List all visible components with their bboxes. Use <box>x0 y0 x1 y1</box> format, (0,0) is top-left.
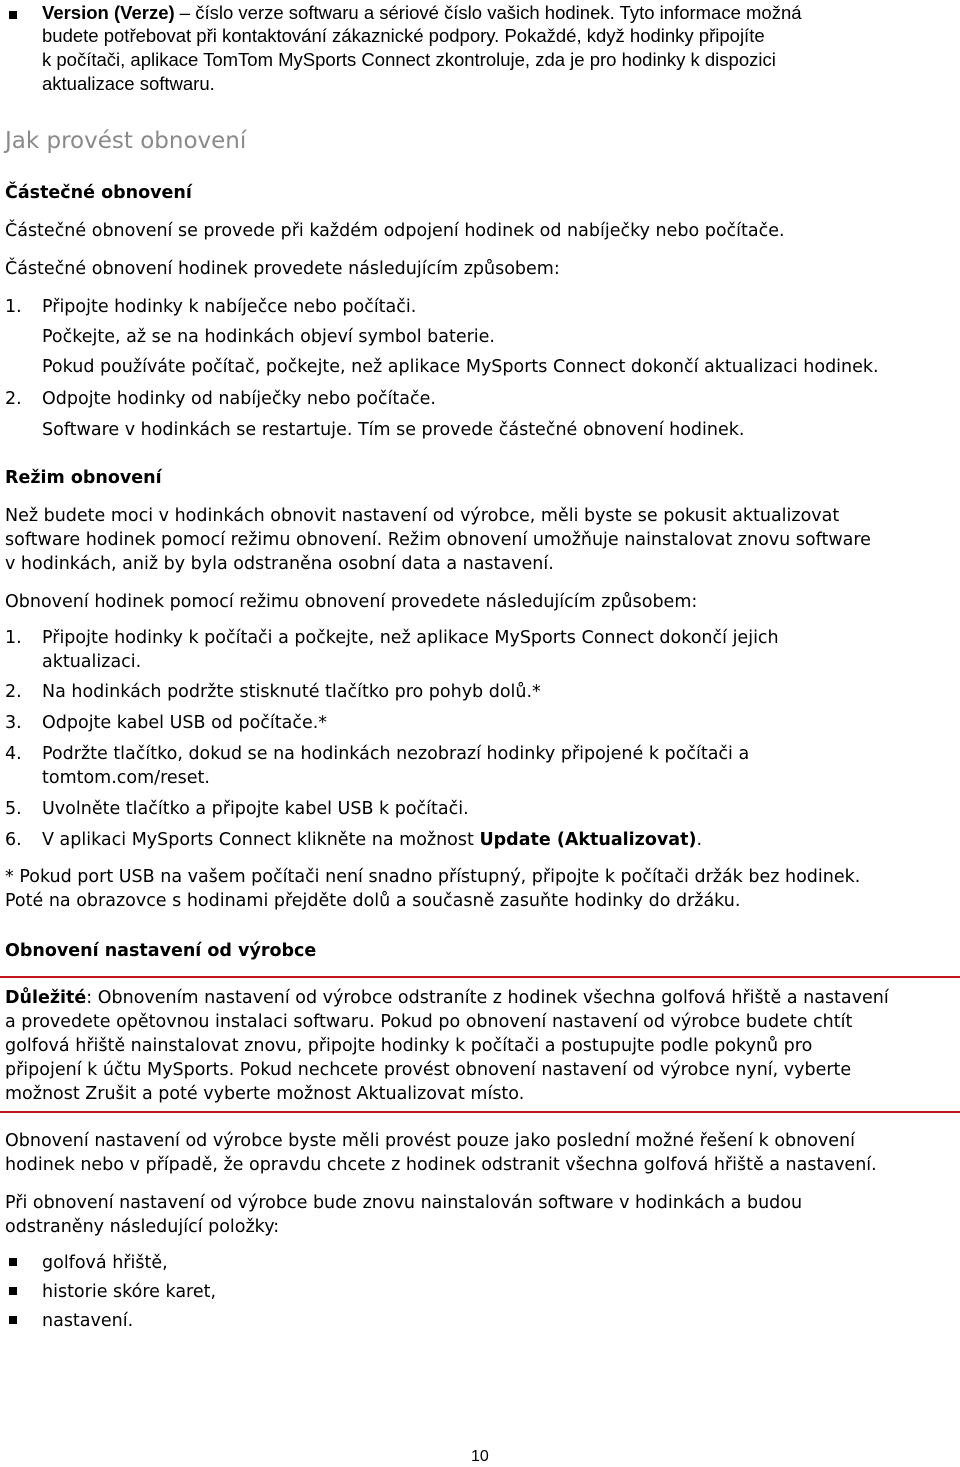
recovery-mode-heading: Režim obnovení <box>5 468 162 488</box>
version-item-line2: budete potřebovat při kontaktování zákaznické podpory. Pokaždé, když hodinky připojíte <box>42 25 765 46</box>
version-item-line1 <box>42 1 802 25</box>
step-line: Připojte hodinky k nabíječce nebo počítači. <box>42 297 417 317</box>
step-number: 2. <box>5 682 22 702</box>
step-line: Odpojte kabel USB od počítače.* <box>42 713 328 733</box>
step-number: 3. <box>5 713 22 733</box>
step-number: 2. <box>5 389 22 409</box>
step-number: 6. <box>5 830 22 850</box>
section-title: Jak provést obnovení <box>5 128 247 154</box>
recovery-p1-line: Než budete moci v hodinkách obnovit nastavení od výrobce, měli byste se pokusit aktualizovat <box>5 506 840 526</box>
step-number: 1. <box>5 297 22 317</box>
factory-p2-line: odstraněny následující položky: <box>5 1217 280 1237</box>
step-line: Uvolněte tlačítko a připojte kabel USB k počítači. <box>42 799 469 819</box>
recovery-p1-line: software hodinek pomocí režimu obnovení. Režim obnovení umožňuje nainstalovat znovu software <box>5 530 871 550</box>
step6-end: . <box>696 830 703 850</box>
step-number: 4. <box>5 744 22 764</box>
step-line: aktualizaci. <box>42 652 142 672</box>
step-line: tomtom.com/reset. <box>42 768 210 788</box>
partial-reset-p1: Částečné obnovení se provede při každém odpojení hodinek od nabíječky nebo počítače. <box>5 221 785 241</box>
important-bottom-rule <box>0 1111 960 1113</box>
page-number: 10 <box>471 1448 489 1465</box>
factory-p2-line: Při obnovení nastavení od výrobce bude znovu nainstalován software v hodinkách a budou <box>5 1193 803 1213</box>
step-line: Odpojte hodinky od nabíječky nebo počítače. <box>42 389 436 409</box>
step6-text: V aplikaci MySports Connect klikněte na možnost <box>42 830 480 850</box>
version-item-line3: k počítači, aplikace TomTom MySports Connect zkontroluje, zda je pro hodinky k dispozici <box>42 49 776 70</box>
important-line <box>5 986 889 1010</box>
bullet-marker <box>9 11 17 19</box>
partial-reset-heading: Částečné obnovení <box>5 183 192 203</box>
partial-reset-p2: Částečné obnovení hodinek provedete následujícím způsobem: <box>5 259 560 279</box>
step-line: Počkejte, až se na hodinkách objeví symbol baterie. <box>42 327 495 347</box>
factory-p1-line: hodinek nebo v případě, že opravdu chcete z hodinek odstranit všechna golfová hřiště a nastavení. <box>5 1155 877 1175</box>
important-line: možnost Zrušit a poté vyberte možnost Aktualizovat místo. <box>5 1084 525 1104</box>
important-text: : Obnovením nastavení od výrobce odstraníte z hodinek všechna golfová hřiště a nastavení <box>86 988 889 1008</box>
important-line: golfová hřiště nainstalovat znovu, připojte hodinky k počítači a postupujte podle pokynů pro <box>5 1036 813 1056</box>
step-line: Na hodinkách podržte stisknuté tlačítko pro pohyb dolů.* <box>42 682 541 702</box>
version-item-line4: aktualizace softwaru. <box>42 73 215 94</box>
step-line: Připojte hodinky k počítači a počkejte, než aplikace MySports Connect dokončí jejich <box>42 628 779 648</box>
list-item: golfová hřiště, <box>42 1253 168 1273</box>
recovery-note-line: * Pokud port USB na vašem počítači není snadno přístupný, připojte k počítači držák bez hodinek. <box>5 867 861 887</box>
factory-reset-heading: Obnovení nastavení od výrobce <box>5 941 317 961</box>
list-item: historie skóre karet, <box>42 1282 217 1302</box>
important-line: a provedete opětovnou instalaci softwaru. Pokud po obnovení nastavení od výrobce budete chtít <box>5 1012 853 1032</box>
step-line: Software v hodinkách se restartuje. Tím se provede částečné obnovení hodinek. <box>42 420 745 440</box>
step-line: Pokud používáte počítač, počkejte, než aplikace MySports Connect dokončí aktualizaci hodinek. <box>42 357 879 377</box>
version-text: – číslo verze softwaru a sériové číslo vašich hodinek. Tyto informace možná <box>174 2 802 23</box>
bullet-marker <box>9 1287 17 1295</box>
important-top-rule <box>0 976 960 978</box>
step-number: 1. <box>5 628 22 648</box>
recovery-note-line: Poté na obrazovce s hodinami přejděte dolů a současně zasuňte hodinky do držáku. <box>5 891 741 911</box>
recovery-p1-line: v hodinkách, aniž by byla odstraněna osobní data a nastavení. <box>5 554 554 574</box>
recovery-p2: Obnovení hodinek pomocí režimu obnovení provedete následujícím způsobem: <box>5 592 698 612</box>
bullet-marker <box>9 1258 17 1266</box>
bullet-marker <box>9 1316 17 1324</box>
step-line <box>42 828 702 852</box>
step-line: Podržte tlačítko, dokud se na hodinkách nezobrazí hodinky připojené k počítači a <box>42 744 750 764</box>
important-label: Důležité <box>5 988 87 1008</box>
version-label: Version (Verze) <box>42 2 175 23</box>
list-item: nastavení. <box>42 1311 134 1331</box>
step-number: 5. <box>5 799 22 819</box>
important-line: připojení k účtu MySports. Pokud nechcete provést obnovení nastavení od výrobce nyní, vyberte <box>5 1060 852 1080</box>
factory-p1-line: Obnovení nastavení od výrobce byste měli provést pouze jako poslední možné řešení k obnovení <box>5 1131 856 1151</box>
update-option: Update (Aktualizovat) <box>479 830 697 850</box>
